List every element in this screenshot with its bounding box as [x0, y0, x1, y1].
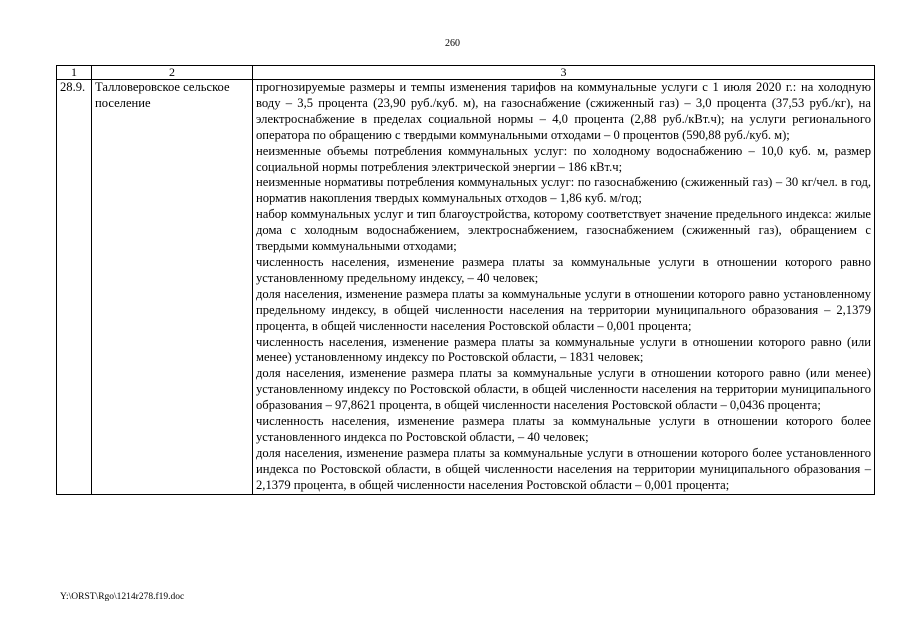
- settlement-name: Талловеровское сельское поселение: [92, 80, 253, 495]
- table-row: [57, 80, 875, 495]
- paragraph-share-le-index: доля населения, изменение размера платы за коммунальные услуги в отношении которого равно (или менее) установленному индексу по Ростовской области, в общей численности населения на территории муниципального образования – 97,8621 процента, в общей численности населения Ростовской области – 0,0436 процента;: [256, 366, 871, 413]
- row-number: 28.9.: [57, 80, 92, 495]
- paragraph-share-gt-index: доля населения, изменение размера платы за коммунальные услуги в отношении которого более установленного индекса по Ростовской области, в общей численности населения на территории муниципального образования – 2,1379 процента, в общей численности населения Ростовской области – 0,001 процента;: [256, 445, 871, 492]
- column-header-2: 2: [92, 66, 253, 80]
- data-table: [56, 65, 875, 495]
- paragraph-services-set: набор коммунальных услуг и тип благоустройства, которому соответствует значение предельного индекса: жилые дома с холодным водоснабжением, электроснабжением, газоснабжением (сжиженный газ), обращением с твердыми коммунальными отходами;: [256, 207, 871, 254]
- paragraph-share-equal-limit: доля населения, изменение размера платы за коммунальные услуги в отношении которого равно установленному предельному индексу, в общей численности населения на территории муниципального образования – 2,1379 процента, в общей численности населения Ростовской области – 0,001 процента;: [256, 286, 871, 333]
- paragraph-consumption-norms: неизменные нормативы потребления коммунальных услуг: по газоснабжению (сжиженный газ) – 30 кг/чел. в год, норматив накопления твердых коммунальных отходов – 1,86 куб. м/год;: [256, 175, 871, 206]
- paragraph-population-equal-limit: численность населения, изменение размера платы за коммунальные услуги в отношении которого равно установленному предельному индексу, – 40 человек;: [256, 254, 871, 285]
- page-number: 260: [445, 38, 460, 49]
- paragraph-consumption-volumes: неизменные объемы потребления коммунальных услуг: по холодному водоснабжению – 10,0 куб. м, размер социальной нормы потребления электрической энергии – 186 кВт.ч;: [256, 143, 871, 174]
- paragraph-population-gt-index: численность населения, изменение размера платы за коммунальные услуги в отношении которого более установленного индекса по Ростовской области, – 40 человек;: [256, 414, 871, 444]
- column-header-3: 3: [253, 66, 875, 80]
- paragraph-tariffs: прогнозируемые размеры и темпы изменения тарифов на коммунальные услуги с 1 июля 2020 г.: на холодную воду – 3,5 процента (23,90 руб./куб. м), на газоснабжение (сжиженный газ) – 3,0 процента (37,53 руб./кг), на электроснабжение в пределах социальной нормы – 4,0 процента (2,88 руб./кВт.ч); на услуги регионального оператора по обращению с твердыми коммунальными отходами – 0 процентов (590,88 руб./куб. м);: [256, 80, 871, 142]
- table-header-row: [57, 66, 875, 80]
- row-content: [253, 80, 875, 495]
- paragraph-population-le-index: численность населения, изменение размера платы за коммунальные услуги в отношении которого равно (или менее) установленному индексу по Ростовской области, – 1831 человек;: [256, 334, 871, 365]
- footer-file-path: Y:\ORST\Rgo\1214r278.f19.doc: [60, 592, 185, 602]
- column-header-1: 1: [57, 66, 92, 80]
